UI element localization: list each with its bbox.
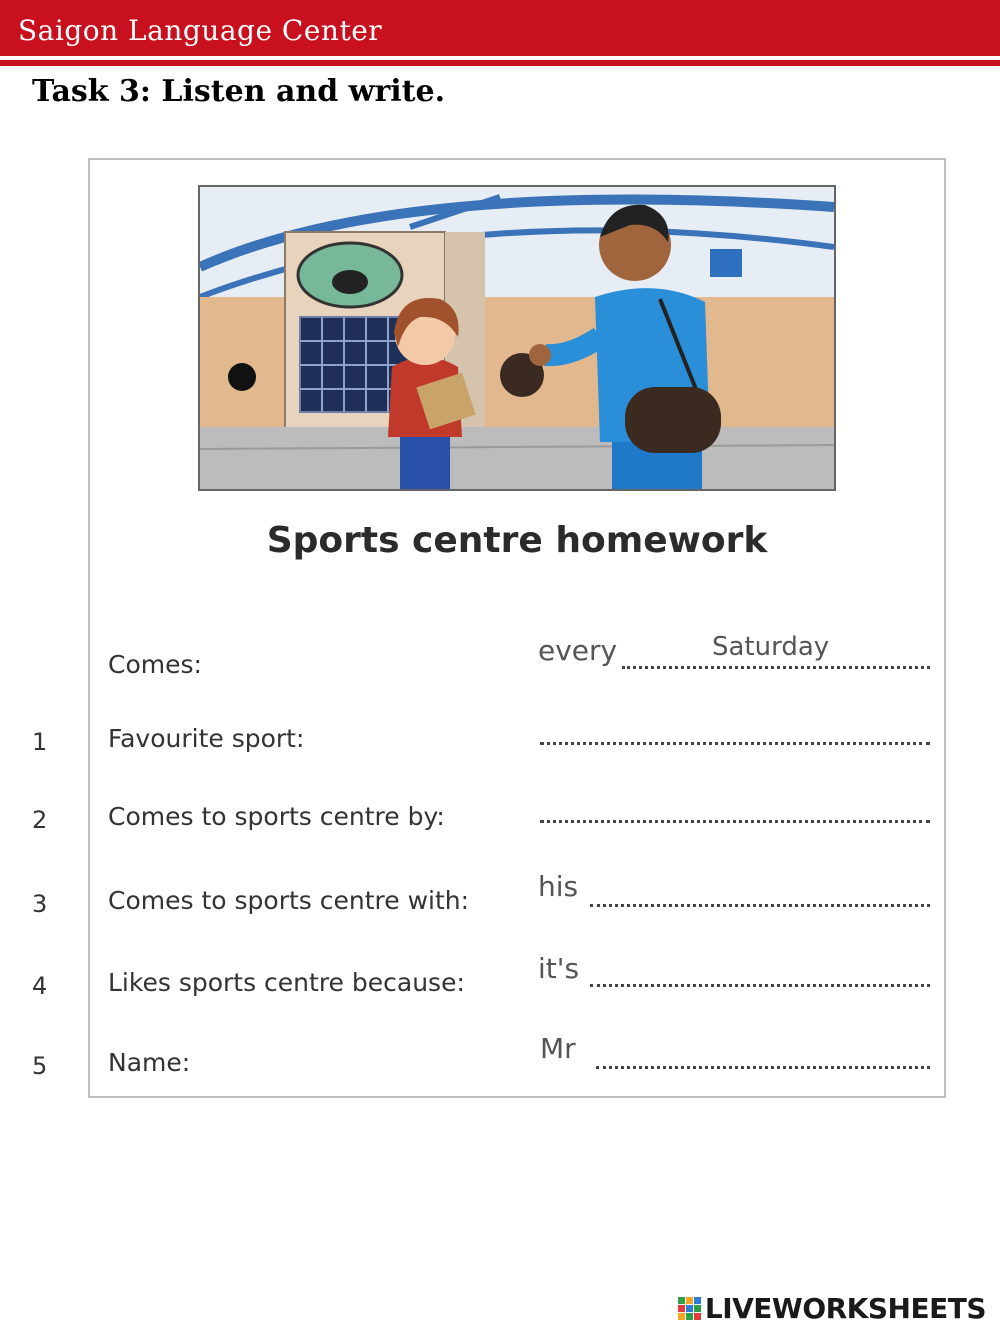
row-label: Favourite sport: [108,724,305,753]
row-number: 2 [32,806,48,834]
answer-blank-1[interactable] [540,742,930,745]
row-label: Comes to sports centre by: [108,802,445,831]
answer-blank-2[interactable] [540,820,930,823]
site-title: Saigon Language Center [18,14,383,47]
liveworksheets-logo [678,1292,986,1325]
answer-blank-5[interactable] [596,1066,930,1069]
row-label: Comes: [108,650,202,679]
row-number: 4 [32,972,48,1000]
row-label: Likes sports centre because: [108,968,465,997]
question-row-5 [0,1032,1000,1092]
row-label: Comes to sports centre with: [108,886,470,915]
question-row-2 [0,790,1000,850]
question-row-1 [0,712,1000,772]
sheet-title: Sports centre homework [266,520,768,561]
example-row [0,630,1000,690]
question-row-3 [0,870,1000,930]
answer-blank-4[interactable] [590,984,930,987]
row-number: 5 [32,1052,48,1080]
header-rule [0,60,1000,66]
answer-line [622,666,930,669]
row-label: Name: [108,1048,191,1077]
header-bar [0,0,1000,58]
row-number: 3 [32,890,48,918]
task-title: Task 3: Listen and write. [32,74,446,109]
row-number: 1 [32,728,48,756]
answer-blank-3[interactable] [590,904,930,907]
sports-centre-illustration [198,185,836,491]
row-prefix: his [538,870,579,903]
row-prefix: every [538,634,618,667]
row-prefix: Mr [540,1032,576,1065]
logo-text: LIVEWORKSHEETS [704,1292,986,1325]
question-row-4 [0,952,1000,1012]
logo-grid-icon [678,1297,701,1320]
row-prefix: it's [538,952,580,985]
example-answer: Saturday [712,632,830,662]
